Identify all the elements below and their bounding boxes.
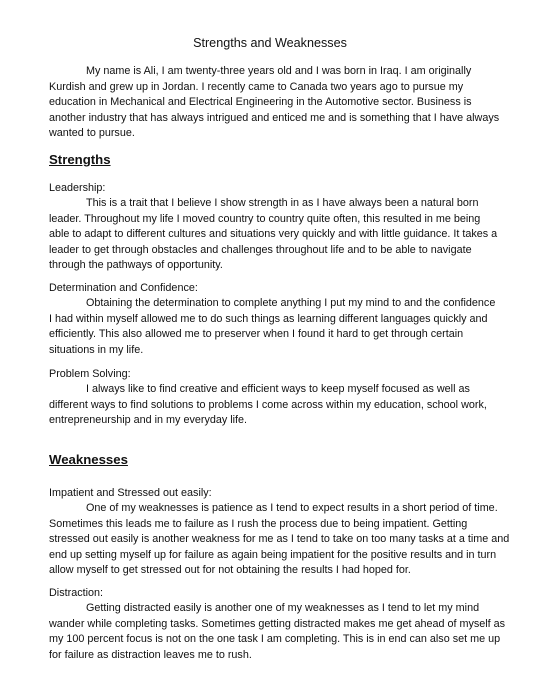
- distraction-label: Distraction:: [49, 587, 104, 599]
- paragraph-line: my 100 percent focus is not on the one task I am completing. This is in end can also set me up: [49, 633, 501, 646]
- paragraph-line: I had within myself allowed me to do such things as learning different languages quickly and: [49, 312, 488, 325]
- paragraph-line: through the pathways of opportunity.: [49, 259, 223, 272]
- leadership-label: Leadership:: [49, 182, 106, 194]
- paragraph-line: entrepreneurship and in my everyday life.: [49, 414, 248, 427]
- paragraph-line: Sometimes this leads me to failure as I rush the process due to being impatient. Getting: [49, 517, 468, 530]
- paragraph-line: situations in my life.: [49, 343, 144, 356]
- paragraph-line: One of my weaknesses is patience as I tend to expect results in a short period of time.: [86, 502, 498, 514]
- paragraph-line: leader. Throughout my life I moved country to country quite often, this resulted in me being: [49, 212, 481, 225]
- paragraph-line: for failure as distraction leaves me to rush.: [49, 648, 252, 661]
- impatient-paragraph: [49, 501, 510, 579]
- distraction-paragraph: [49, 601, 506, 663]
- paragraph-line: I always like to find creative and efficient ways to keep myself focused as well as: [86, 383, 470, 395]
- paragraph-line: allow myself to get stressed out for not obtaining the results I had hoped for.: [49, 564, 411, 577]
- paragraph-line: Getting distracted easily is another one of my weaknesses as I tend to let my mind: [86, 602, 480, 614]
- paragraph-line: different ways to find solutions to problems I come across within my education, school work,: [49, 398, 487, 411]
- intro-line: My name is Ali, I am twenty-three years old and I was born in Iraq. I am originally: [86, 65, 472, 77]
- paragraph-line: Obtaining the determination to complete anything I put my mind to and the confidence: [86, 297, 496, 309]
- paragraph-line: able to adapt to different cultures and situations very quickly and with little guidance. It takes a: [49, 228, 498, 241]
- paragraph-line: efficiently. This also allowed me to preserver when I found it hard to get through certain: [49, 328, 464, 341]
- intro-line: Kurdish and grew up in Jordan. I recently came to Canada two years ago to pursue my: [49, 80, 464, 93]
- determination-label: Determination and Confidence:: [49, 282, 198, 294]
- paragraph-line: end up setting myself up for failure as again being impatient for the positive results and in turn: [49, 548, 497, 561]
- paragraph-line: This is a trait that I believe I show strength in as I have always been a natural born: [86, 197, 479, 209]
- document-title: Strengths and Weaknesses: [193, 36, 347, 50]
- intro-line: education in Mechanical and Electrical Engineering in the Automotive sector. Business is: [49, 96, 472, 109]
- paragraph-line: wander while completing tasks. Sometimes getting distracted makes me get ahead of myself as: [49, 617, 506, 630]
- determination-paragraph: [49, 296, 501, 358]
- intro-line: another industry that has always intrigued and enticed me and is something that I have always: [49, 111, 500, 124]
- intro-paragraph: [49, 64, 501, 142]
- intro-line: wanted to pursue.: [49, 127, 135, 140]
- leadership-paragraph: [49, 196, 501, 274]
- weaknesses-heading: Weaknesses: [49, 452, 128, 467]
- paragraph-line: leader to get through obstacles and challenges throughout life and to be able to navigate: [49, 243, 472, 256]
- paragraph-line: stressed out easily is another weakness for me as I tend to take on too many tasks at a time and: [49, 533, 510, 546]
- problem-solving-paragraph: [49, 382, 501, 429]
- problem-solving-label: Problem Solving:: [49, 368, 131, 380]
- impatient-label: Impatient and Stressed out easily:: [49, 487, 212, 499]
- strengths-heading: Strengths: [49, 152, 111, 167]
